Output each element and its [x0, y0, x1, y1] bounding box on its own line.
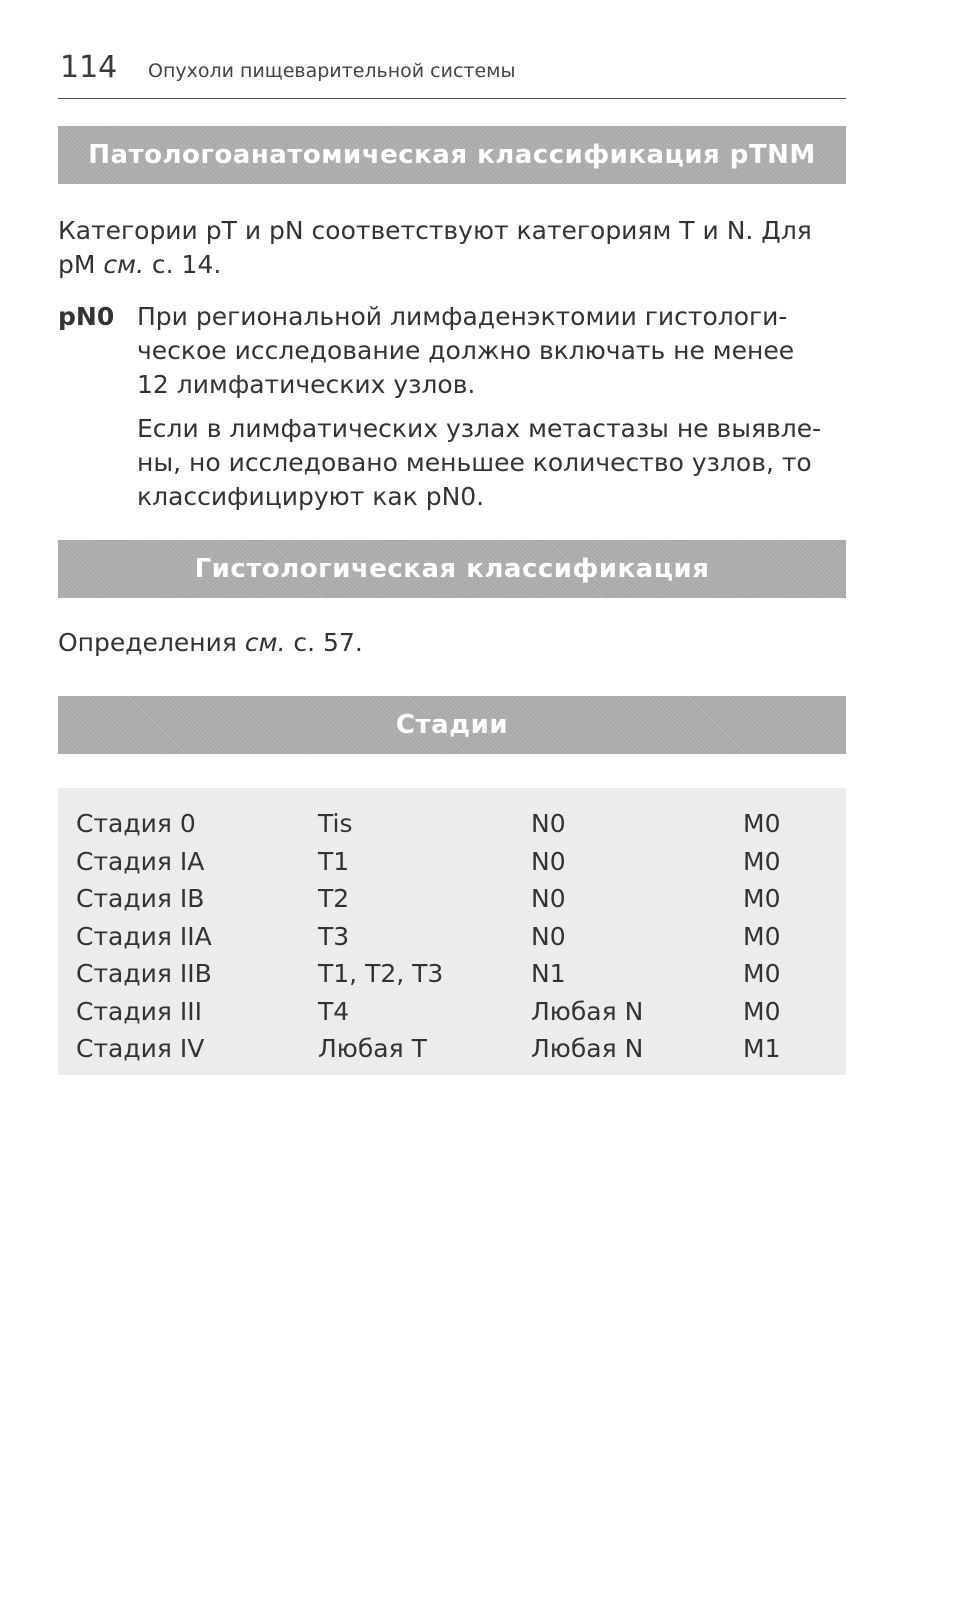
stage-cell: Стадия IIB — [76, 959, 212, 988]
pn0-definition-line: ны, но исследовано меньшее количество узлов, то — [137, 448, 812, 477]
histology-suffix: с. 57. — [285, 628, 363, 657]
n-category-cell: Любая N — [531, 1034, 644, 1063]
table-row — [58, 843, 843, 881]
pn0-definition-line: ческое исследование должно включать не менее — [137, 336, 795, 365]
n-category-cell: N0 — [531, 846, 566, 876]
m-category-cell: M0 — [743, 921, 781, 951]
t-category-cell: T1 — [318, 846, 350, 876]
t-category-cell: T1, T2, T3 — [318, 959, 444, 988]
ptnm-intro-prefix: pM — [58, 250, 104, 279]
t-category-cell: T3 — [318, 921, 350, 951]
t-category-cell: Любая T — [318, 1034, 427, 1063]
m-category-cell: M1 — [743, 1034, 781, 1063]
table-row — [58, 805, 843, 843]
t-category-cell: T2 — [318, 884, 350, 913]
table-row — [58, 993, 843, 1031]
ptnm-intro-line-2 — [58, 248, 858, 282]
pn0-definition-line: Если в лимфатических узлах метастазы не выявле- — [137, 414, 822, 443]
t-category-cell: T4 — [318, 996, 350, 1026]
n-category-cell: N0 — [531, 809, 566, 838]
stage-cell: Стадия 0 — [76, 809, 196, 838]
running-title: Опухоли пищеварительной системы — [148, 60, 516, 82]
histology-paragraph — [58, 626, 858, 660]
running-header — [58, 48, 846, 99]
pn0-definition-paragraph-2 — [137, 412, 857, 514]
stage-cell: Стадия III — [76, 996, 202, 1026]
m-category-cell: M0 — [743, 846, 781, 876]
page-number: 114 — [60, 50, 118, 85]
n-category-cell: N1 — [531, 959, 566, 988]
stage-cell: Стадия IA — [76, 846, 205, 876]
pn0-definition-line: классифицируют как pN0. — [137, 482, 485, 511]
table-row — [58, 955, 843, 993]
t-category-cell: Tis — [318, 809, 353, 838]
section-heading-stages: Стадии — [58, 696, 846, 754]
stage-cell: Стадия IB — [76, 884, 205, 913]
n-category-cell: N0 — [531, 921, 566, 951]
pn0-definition-line: При региональной лимфаденэктомии гистологи- — [137, 302, 788, 331]
section-heading-ptnm: Патологоанатомическая классификация pTNM — [58, 126, 846, 184]
histology-prefix: Определения — [58, 628, 245, 657]
m-category-cell: M0 — [743, 996, 781, 1026]
ptnm-intro-see: см. — [103, 250, 144, 279]
m-category-cell: M0 — [743, 884, 781, 913]
m-category-cell: M0 — [743, 809, 781, 838]
stage-cell: Стадия IV — [76, 1034, 205, 1063]
ptnm-intro-line-1: Категории pT и pN соответствуют категориям T и N. Для — [58, 216, 812, 245]
pn0-definition-line: 12 лимфатических узлов. — [137, 370, 476, 399]
histology-see: см. — [244, 628, 286, 657]
m-category-cell: M0 — [743, 959, 781, 988]
ptnm-intro-suffix: с. 14. — [143, 250, 222, 279]
stage-cell: Стадия IIA — [76, 921, 212, 951]
n-category-cell: Любая N — [531, 996, 644, 1026]
pn0-term: pN0 — [58, 302, 115, 331]
n-category-cell: N0 — [531, 884, 566, 913]
table-row — [58, 918, 843, 956]
section-heading-histology: Гистологическая классификация — [58, 540, 846, 598]
table-row — [58, 880, 843, 918]
pn0-definition-paragraph-1 — [137, 300, 857, 402]
ptnm-intro-paragraph — [58, 214, 858, 282]
table-row — [58, 1030, 843, 1068]
stages-table — [58, 788, 846, 1075]
